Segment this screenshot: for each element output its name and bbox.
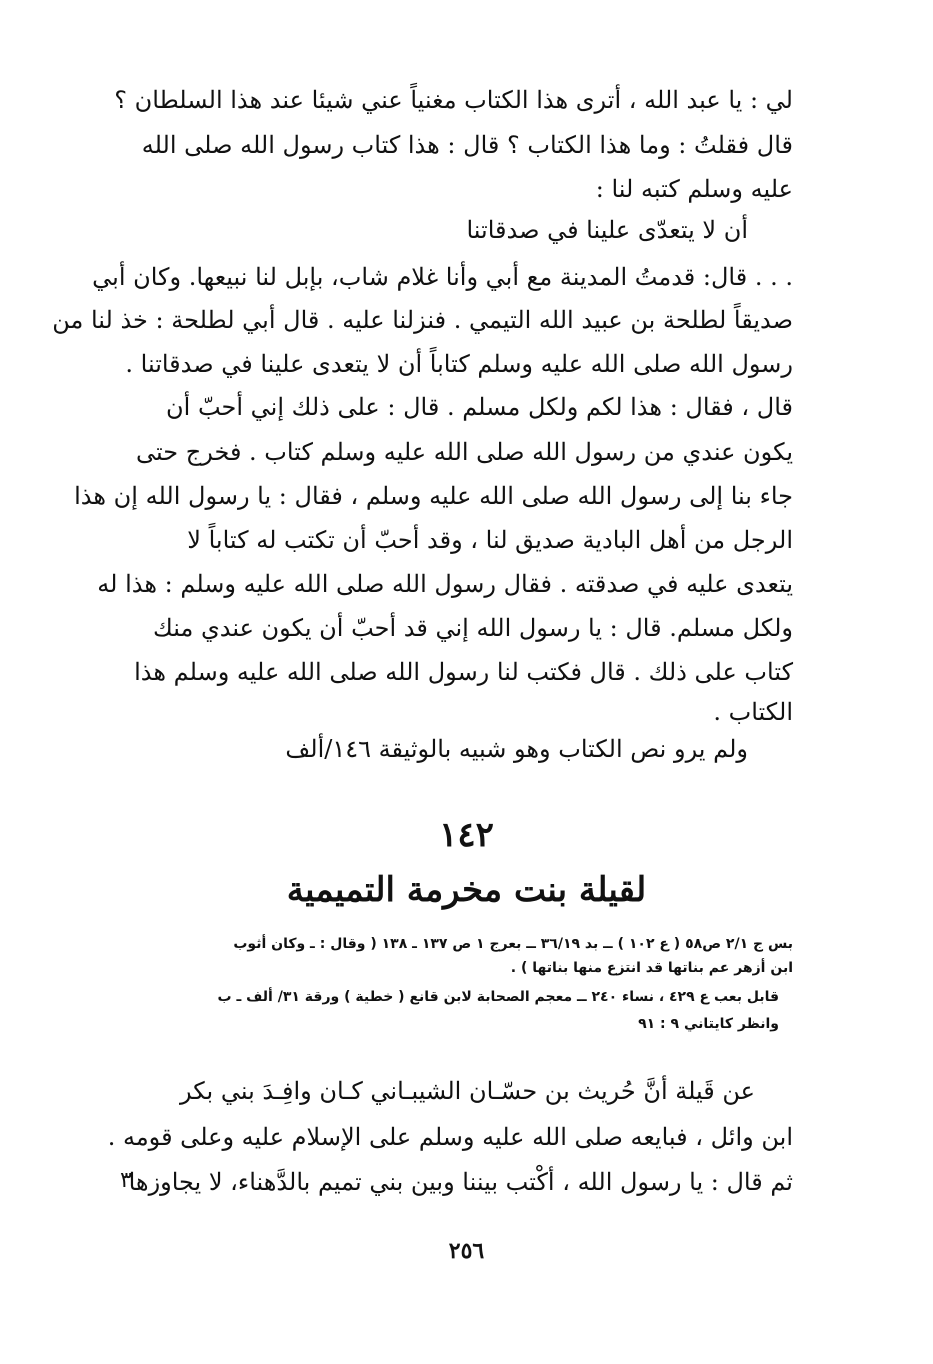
document-body [107,1075,793,1205]
reference-line: ابن أزهر عم بناتها قد انتزع منها بناتها ) . [510,960,793,976]
text-line: كتاب على ذلك . قال فكتب لنا رسول الله صلى الله عليه وسلم هذا [134,658,793,686]
text-line: عن قَيلة أنَّ حُريث بن حسّـان الشيبـاني كـان وافِـدَ بني بكر [180,1077,755,1105]
text-line: يكون عندي من رسول الله صلى الله عليه وسلم كتاب . فخرج حتى [136,438,793,466]
text-line: يتعدى عليه في صدقته . فقال رسول الله صلى الله عليه وسلم : هذا له [97,570,793,598]
text-line: عليه وسلم كتبه لنا : [595,175,793,203]
text-line: ولكل مسلم. قال : يا رسول الله إني قد أحبّ أن يكون عندي منك [153,614,793,642]
document-title: لقيلة بنت مخرمة التميمية [286,870,647,910]
text-line: ابن وائل ، فبايعه صلى الله عليه وسلم على الإسلام عليه وعلى قومه . [107,1123,793,1151]
reference-line: قابل بعب ع ٤٢٩ ، نساء ٢٤٠ ــ معجم الصحابة لابن قانع ( خطية ) ورقة ٣١/ ألف ـ ب [217,989,779,1005]
text-line: قال فقلتُ : وما هذا الكتاب ؟ قال : هذا كتاب رسول الله صلى الله [141,131,793,159]
reference-line: وانظر كايتاني ٩ : ٩١ [638,1016,779,1032]
text-line: جاء بنا إلى رسول الله صلى الله عليه وسلم ، فقال : يا رسول الله إن هذا [74,482,793,510]
top-text-block [52,84,793,744]
text-line: لي : يا عبد الله ، أترى هذا الكتاب مغنياً عني شيئا عند هذا السلطان ؟ [114,86,793,114]
text-line: الرجل من أهل البادية صديق لنا ، وقد أحبّ أن تكتب له كتاباً لا [187,526,793,554]
references-block [143,935,793,1055]
quoted-line: أن لا يتعدّى علينا في صدقاتنا [466,216,748,244]
text-line: الكتاب . [713,698,793,726]
text-line: . . . قال: قدمتُ المدينة مع أبي وأنا غلام شاب، بإبل لنا نبيعها. وكان أبي [92,263,793,291]
text-line: صديقاً لطلحة بن عبيد الله التيمي . فنزلنا عليه . قال أبي لطلحة : خذ لنا من [52,306,793,334]
margin-line-number: ٣ [120,1168,132,1193]
text-line: قال ، فقال : هذا لكم ولكل مسلم . قال : على ذلك إني أحبّ أن [166,393,793,421]
reference-line: بس ج ٢/١ ص٥٨ ( ع ١٠٢ ) ــ بد ٣٦/١٩ ــ بعرج ١ ص ١٣٧ ـ ١٣٨ ( وقال : ـ وكان أثوب [233,936,793,952]
text-line: رسول الله صلى الله عليه وسلم كتاباً أن لا يتعدى علينا في صدقاتنا . [125,350,793,378]
text-line: ثم قال : يا رسول الله ، أكْتب بيننا وبين بني تميم بالدَّهناء، لا يجاوزها [128,1168,793,1196]
page-number: ٢٥٦ [448,1238,485,1264]
note-line: ولم يرو نص الكتاب وهو شبيه بالوثيقة ١٤٦/ألف [285,735,748,763]
note-line-block [148,733,748,765]
document-number: ١٤٢ [439,815,494,855]
